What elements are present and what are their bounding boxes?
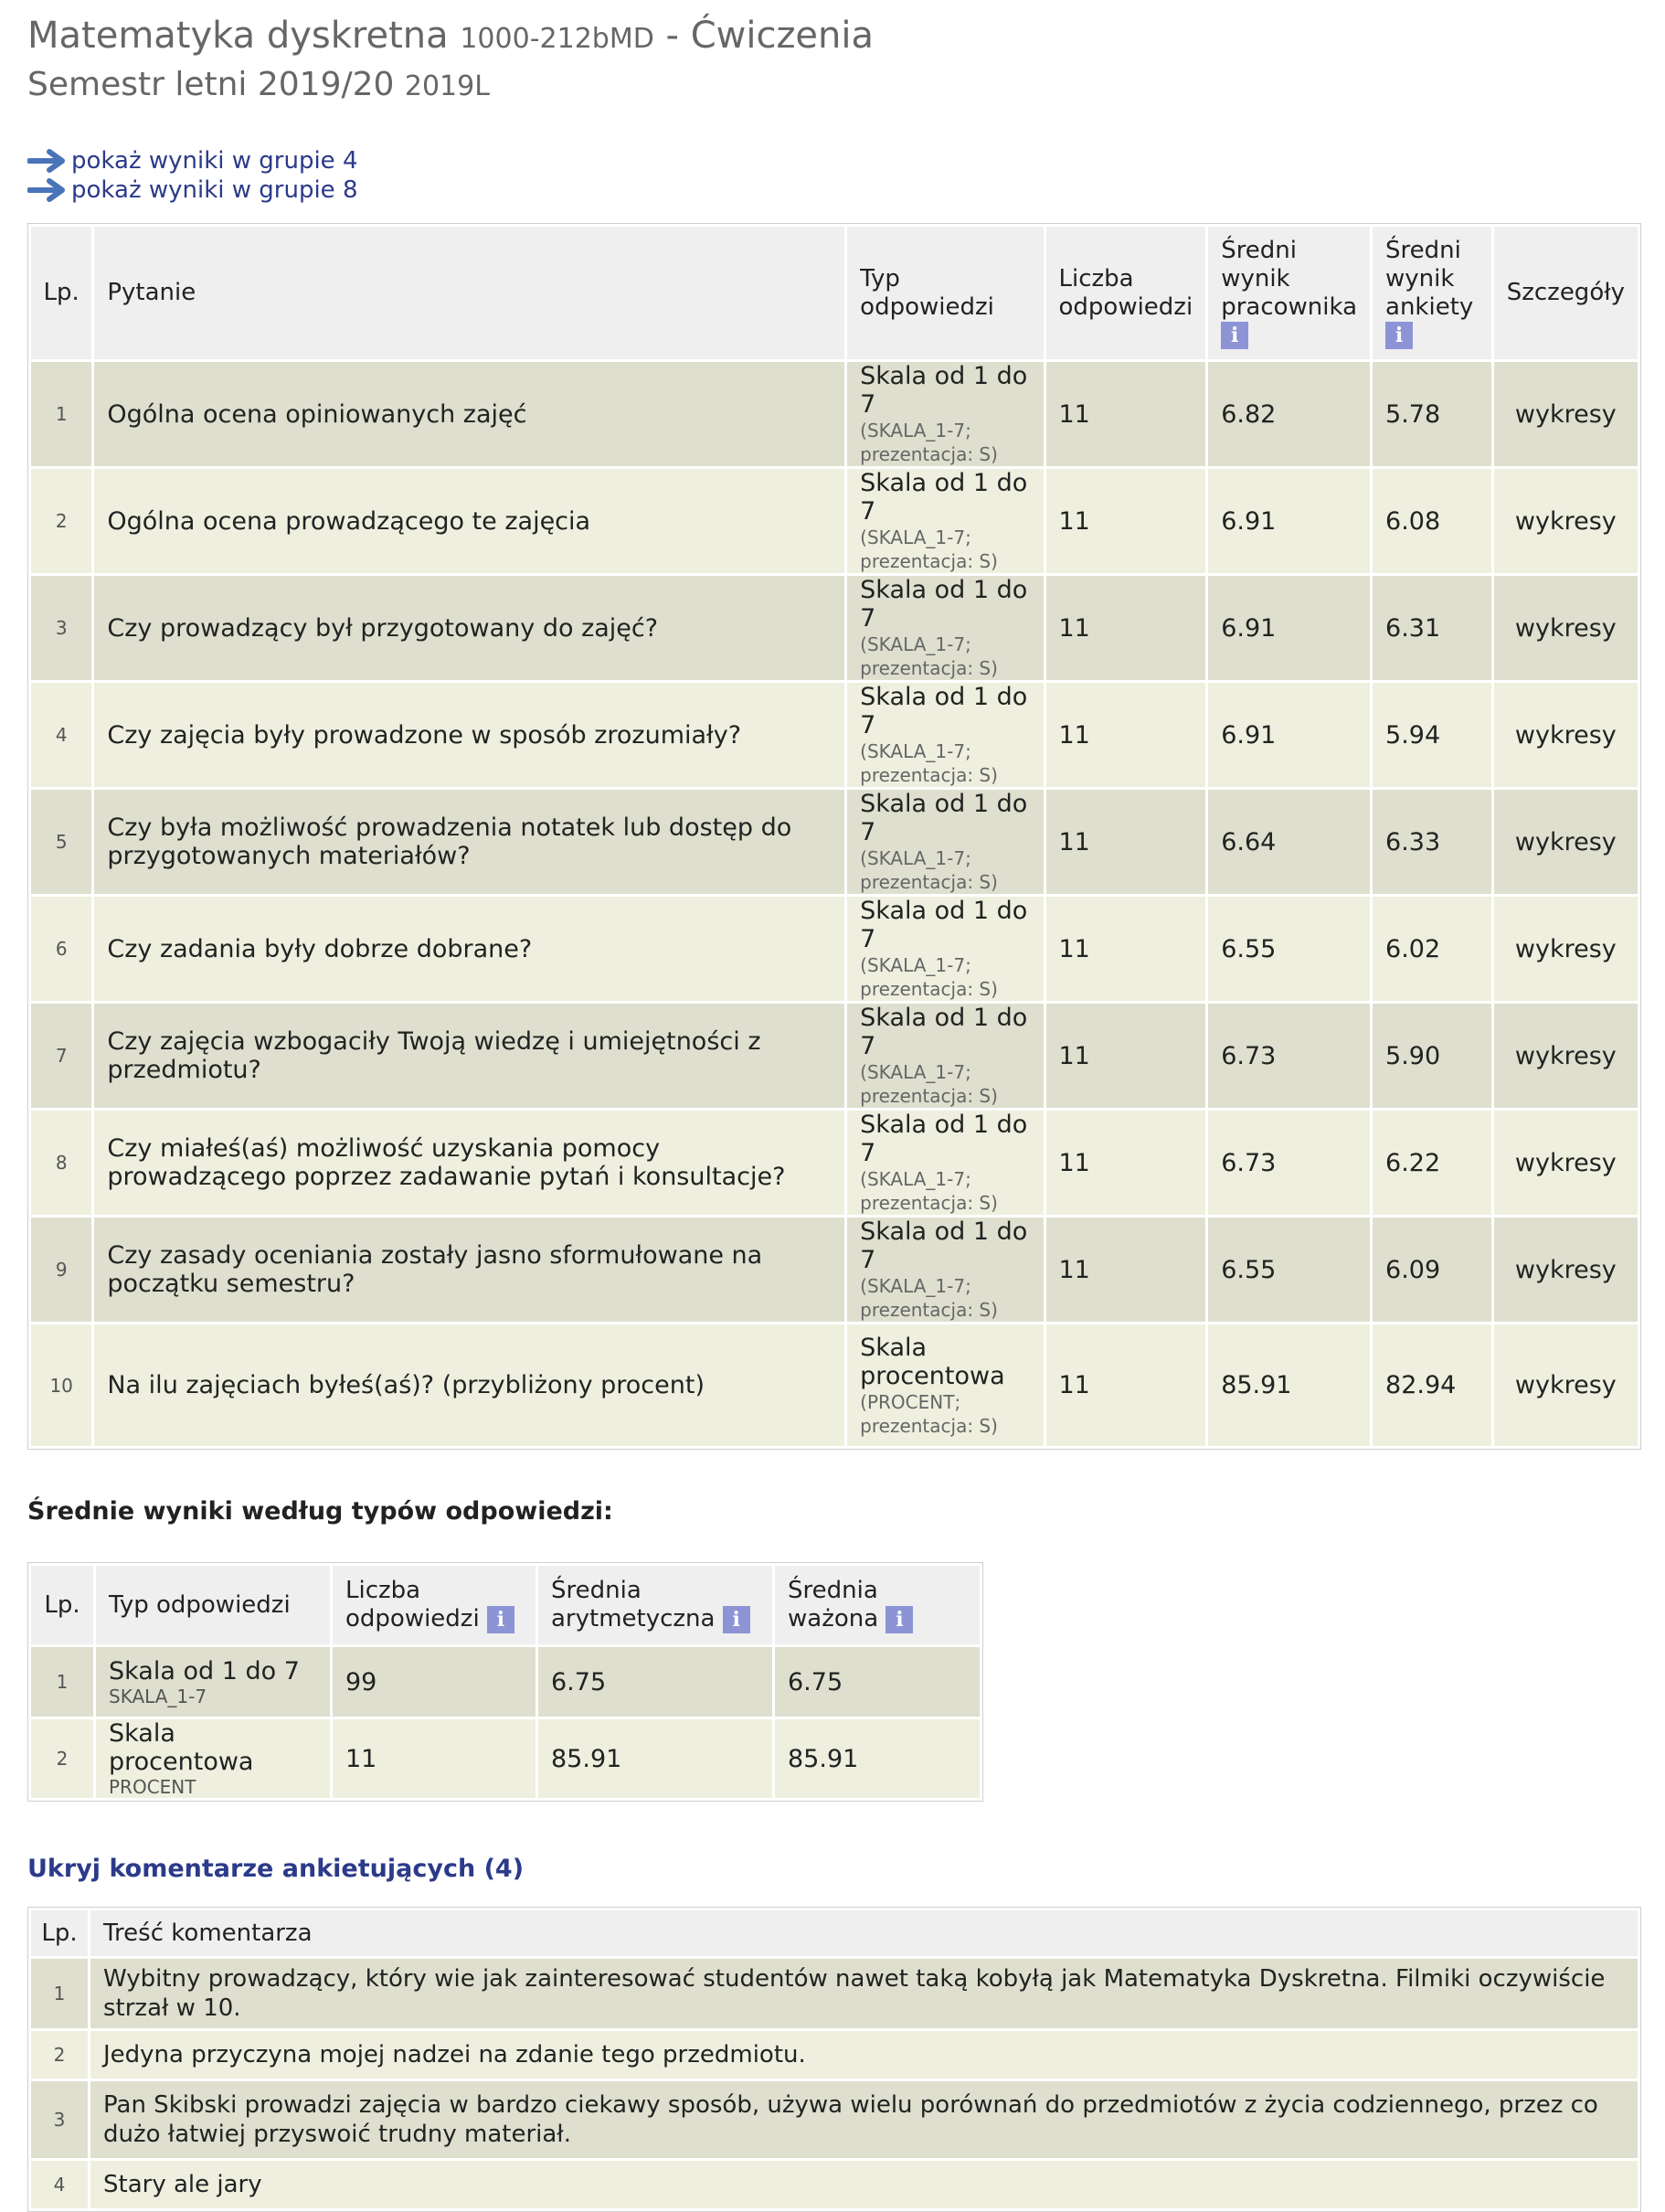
table-row (31, 1324, 1638, 1446)
row-type-name: Skala procentowa (860, 1333, 1005, 1390)
row-type-presentation: prezentacja: S) (860, 978, 998, 1000)
row-employee-avg: 6.73 (1208, 1111, 1370, 1215)
charts-link[interactable]: wykresy (1494, 1324, 1638, 1446)
row-type-code: (SKALA_1-7; (860, 420, 971, 441)
row-question: Ogólna ocena prowadzącego te zajęcia (94, 469, 844, 573)
row-survey-avg: 5.90 (1373, 1004, 1491, 1108)
group-links (27, 146, 1638, 205)
row-type-code: PROCENT (109, 1776, 196, 1798)
row-count: 99 (333, 1647, 536, 1717)
col-employee-avg-header (1208, 227, 1370, 359)
row-employee-avg: 6.82 (1208, 362, 1370, 466)
row-type-code: (SKALA_1-7; (860, 1061, 971, 1083)
table-row (31, 1959, 1638, 2028)
col-count-header (333, 1566, 536, 1644)
row-type (847, 1004, 1043, 1108)
info-icon[interactable]: i (487, 1606, 514, 1633)
row-lp: 1 (31, 1959, 88, 2028)
row-arithmetic-avg: 85.91 (538, 1719, 772, 1798)
row-lp: 3 (31, 576, 91, 680)
row-count: 11 (1046, 790, 1206, 894)
row-type (847, 790, 1043, 894)
row-question: Czy zajęcia wzbogaciły Twoją wiedzę i umiejętności z przedmiotu? (94, 1004, 844, 1108)
row-lp: 3 (31, 2081, 88, 2158)
row-type-name: Skala od 1 do 7 (860, 897, 1028, 953)
col-arithmetic-header-l1: Średnia (551, 1577, 642, 1604)
semester-code: 2019L (404, 70, 490, 102)
comment-text: Pan Skibski prowadzi zajęcia w bardzo ciekawy sposób, używa wielu porównań do przedmiotów z życia codziennego, przez co dużo łatwiej przyswoić trudny materiał. (90, 2081, 1638, 2158)
row-question: Czy miałeś(aś) możliwość uzyskania pomocy prowadzącego poprzez zadawanie pytań i konsultacje? (94, 1111, 844, 1215)
row-type-name: Skala od 1 do 7 (860, 469, 1028, 526)
course-code: 1000-212bMD (460, 23, 654, 55)
row-type-name: Skala od 1 do 7 (860, 362, 1028, 419)
col-count-header-l1: Liczba (1058, 264, 1134, 292)
row-lp: 5 (31, 790, 91, 894)
row-type-presentation: prezentacja: S) (860, 1414, 998, 1437)
comments-header-row (31, 1910, 1638, 1956)
row-type-name: Skala od 1 do 7 (860, 1111, 1028, 1167)
table-row (31, 469, 1638, 573)
row-type (847, 1324, 1043, 1446)
row-type-code: SKALA_1-7 (109, 1685, 207, 1707)
row-survey-avg: 82.94 (1373, 1324, 1491, 1446)
row-lp: 7 (31, 1004, 91, 1108)
row-question: Czy prowadzący był przygotowany do zajęć? (94, 576, 844, 680)
row-survey-avg: 6.02 (1373, 897, 1491, 1001)
averages-section-title: Średnie wyniki według typów odpowiedzi: (27, 1497, 613, 1526)
row-type-presentation: prezentacja: S) (860, 1085, 998, 1107)
row-lp: 1 (31, 362, 91, 466)
comment-text: Stary ale jary (90, 2161, 1638, 2208)
row-type-code: (PROCENT; (860, 1390, 961, 1413)
table-row (31, 1004, 1638, 1108)
page (27, 13, 1638, 2212)
row-count: 11 (1046, 576, 1206, 680)
row-count: 11 (1046, 1324, 1206, 1446)
group-link-8[interactable] (27, 175, 1638, 205)
col-comment-header: Treść komentarza (90, 1910, 1638, 1956)
col-weighted-header-l1: Średnia (788, 1577, 878, 1604)
row-count: 11 (1046, 469, 1206, 573)
row-question: Ogólna ocena opiniowanych zajęć (94, 362, 844, 466)
table-row (31, 2031, 1638, 2079)
table-row (31, 790, 1638, 894)
row-survey-avg: 6.22 (1373, 1111, 1491, 1215)
row-type-code: (SKALA_1-7; (860, 847, 971, 869)
row-type-presentation: prezentacja: S) (860, 871, 998, 893)
row-employee-avg: 6.91 (1208, 683, 1370, 787)
charts-link[interactable]: wykresy (1494, 790, 1638, 894)
row-type-code: (SKALA_1-7; (860, 1275, 971, 1297)
row-type-presentation: prezentacja: S) (860, 550, 998, 572)
row-type-code: (SKALA_1-7; (860, 954, 971, 976)
col-type-header: Typ odpowiedzi (847, 227, 1043, 359)
row-lp: 1 (31, 1647, 93, 1717)
row-type (847, 1218, 1043, 1322)
info-icon[interactable]: i (1221, 322, 1248, 349)
col-survey-avg-l3: ankiety (1385, 292, 1474, 321)
page-title (27, 13, 1638, 62)
row-employee-avg: 6.64 (1208, 790, 1370, 894)
row-question: Czy była możliwość prowadzenia notatek lub dostęp do przygotowanych materiałów? (94, 790, 844, 894)
hide-comments-link[interactable]: Ukryj komentarze ankietujących (4) (27, 1855, 525, 1883)
results-header-row (31, 227, 1638, 359)
row-type (847, 362, 1043, 466)
charts-link[interactable]: wykresy (1494, 469, 1638, 573)
table-row (31, 576, 1638, 680)
row-lp: 2 (31, 2031, 88, 2079)
row-lp: 6 (31, 897, 91, 1001)
row-type-presentation: prezentacja: S) (860, 764, 998, 786)
semester-title (27, 62, 1638, 110)
course-name: Matematyka dyskretna (27, 15, 449, 57)
table-row (31, 897, 1638, 1001)
table-row (31, 362, 1638, 466)
col-arithmetic-header (538, 1566, 772, 1644)
group-link-4[interactable] (27, 146, 1638, 175)
charts-link[interactable]: wykresy (1494, 1004, 1638, 1108)
row-type (847, 897, 1043, 1001)
col-employee-avg-l1: Średni (1221, 236, 1298, 264)
col-count-header-l2-text: odpowiedzi (345, 1605, 480, 1632)
row-type-code: (SKALA_1-7; (860, 740, 971, 762)
row-type-presentation: prezentacja: S) (860, 1299, 998, 1321)
row-type-name: Skala od 1 do 7 (860, 1218, 1028, 1274)
charts-link[interactable]: wykresy (1494, 362, 1638, 466)
info-icon[interactable]: i (723, 1606, 750, 1633)
info-icon[interactable]: i (1385, 322, 1413, 349)
col-type-header: Typ odpowiedzi (96, 1566, 330, 1644)
row-employee-avg: 85.91 (1208, 1324, 1370, 1446)
row-lp: 2 (31, 469, 91, 573)
row-count: 11 (1046, 897, 1206, 1001)
comment-text: Jedyna przyczyna mojej nadzei na zdanie tego przedmiotu. (90, 2031, 1638, 2079)
row-type-code: (SKALA_1-7; (860, 1168, 971, 1190)
row-employee-avg: 6.55 (1208, 1218, 1370, 1322)
row-lp: 9 (31, 1218, 91, 1322)
row-question: Czy zasady oceniania zostały jasno sformułowane na początku semestru? (94, 1218, 844, 1322)
row-lp: 4 (31, 683, 91, 787)
col-survey-avg-l2: wynik (1385, 264, 1455, 292)
row-type-presentation: prezentacja: S) (860, 1192, 998, 1214)
row-type-presentation: prezentacja: S) (860, 657, 998, 679)
semester-name: Semestr letni 2019/20 (27, 66, 395, 103)
row-lp: 4 (31, 2161, 88, 2208)
row-type (96, 1647, 330, 1717)
col-count-header-l1: Liczba (345, 1577, 421, 1604)
arrow-right-icon (27, 177, 68, 203)
row-count: 11 (1046, 1004, 1206, 1108)
row-employee-avg: 6.91 (1208, 576, 1370, 680)
row-count: 11 (1046, 683, 1206, 787)
row-type-name: Skala od 1 do 7 (860, 683, 1028, 739)
row-survey-avg: 6.33 (1373, 790, 1491, 894)
averages-table (27, 1562, 983, 1802)
results-table (27, 223, 1641, 1450)
table-row (31, 683, 1638, 787)
charts-link[interactable]: wykresy (1494, 1111, 1638, 1215)
row-survey-avg: 6.08 (1373, 469, 1491, 573)
table-row (31, 2161, 1638, 2208)
col-count-header (1046, 227, 1206, 359)
row-type-name: Skala procentowa (109, 1719, 254, 1776)
row-type (96, 1719, 330, 1798)
row-count: 11 (1046, 1218, 1206, 1322)
class-type: Ćwiczenia (690, 15, 875, 57)
col-weighted-header-l2 (788, 1605, 967, 1633)
row-count: 11 (1046, 1111, 1206, 1215)
col-weighted-header-l2-text: ważona (788, 1605, 879, 1632)
col-survey-avg-header (1373, 227, 1491, 359)
col-lp-header: Lp. (31, 227, 91, 359)
row-type (847, 1111, 1043, 1215)
col-employee-avg-l2: wynik (1221, 264, 1290, 292)
info-icon[interactable]: i (886, 1606, 913, 1633)
row-employee-avg: 6.55 (1208, 897, 1370, 1001)
col-details-header: Szczegóły (1494, 227, 1638, 359)
charts-link[interactable]: wykresy (1494, 1218, 1638, 1322)
row-lp: 10 (31, 1324, 91, 1446)
col-lp-header: Lp. (31, 1566, 93, 1644)
row-type-code: (SKALA_1-7; (860, 633, 971, 655)
table-row (31, 1647, 980, 1717)
row-question: Czy zajęcia były prowadzone w sposób zrozumiały? (94, 683, 844, 787)
comment-text: Wybitny prowadzący, który wie jak zainteresować studentów nawet taką kobyłą jak Matematyka Dyskretna. Filmiki oczywiście strzał w 10. (90, 1959, 1638, 2028)
row-type-name: Skala od 1 do 7 (860, 790, 1028, 846)
row-lp: 8 (31, 1111, 91, 1215)
row-arithmetic-avg: 6.75 (538, 1647, 772, 1717)
col-survey-avg-l1: Średni (1385, 236, 1461, 264)
row-type-presentation: prezentacja: S) (860, 443, 998, 465)
table-row (31, 1111, 1638, 1215)
row-survey-avg: 6.09 (1373, 1218, 1491, 1322)
col-employee-avg-l3: pracownika (1221, 292, 1358, 321)
row-question: Czy zadania były dobrze dobrane? (94, 897, 844, 1001)
row-type-code: (SKALA_1-7; (860, 526, 971, 548)
col-arithmetic-header-l2 (551, 1605, 759, 1633)
table-row (31, 1218, 1638, 1322)
row-employee-avg: 6.73 (1208, 1004, 1370, 1108)
arrow-right-icon (27, 148, 68, 174)
row-weighted-avg: 85.91 (775, 1719, 980, 1798)
group-link-label[interactable]: pokaż wyniki w grupie 8 (71, 176, 358, 204)
table-row (31, 2081, 1638, 2158)
row-type (847, 683, 1043, 787)
row-type-name: Skala od 1 do 7 (860, 576, 1028, 633)
table-row (31, 1719, 980, 1798)
charts-link[interactable]: wykresy (1494, 897, 1638, 1001)
row-count: 11 (333, 1719, 536, 1798)
row-survey-avg: 5.94 (1373, 683, 1491, 787)
row-survey-avg: 5.78 (1373, 362, 1491, 466)
row-type-name: Skala od 1 do 7 (109, 1656, 300, 1686)
col-weighted-header (775, 1566, 980, 1644)
group-link-label[interactable]: pokaż wyniki w grupie 4 (71, 147, 358, 175)
row-question: Na ilu zajęciach byłeś(aś)? (przybliżony procent) (94, 1324, 844, 1446)
col-question-header: Pytanie (94, 227, 844, 359)
row-type (847, 576, 1043, 680)
charts-link[interactable]: wykresy (1494, 576, 1638, 680)
col-count-header-l2: odpowiedzi (1058, 292, 1193, 321)
row-lp: 2 (31, 1719, 93, 1798)
row-employee-avg: 6.91 (1208, 469, 1370, 573)
title-separator: - (665, 15, 679, 57)
col-count-header-l2 (345, 1605, 523, 1633)
col-arithmetic-header-l2-text: arytmetyczna (551, 1605, 716, 1632)
row-count: 11 (1046, 362, 1206, 466)
charts-link[interactable]: wykresy (1494, 683, 1638, 787)
row-type-name: Skala od 1 do 7 (860, 1004, 1028, 1060)
col-lp-header: Lp. (31, 1910, 88, 1956)
row-type (847, 469, 1043, 573)
averages-header-row (31, 1566, 980, 1644)
row-survey-avg: 6.31 (1373, 576, 1491, 680)
comments-table (27, 1907, 1641, 2212)
row-weighted-avg: 6.75 (775, 1647, 980, 1717)
